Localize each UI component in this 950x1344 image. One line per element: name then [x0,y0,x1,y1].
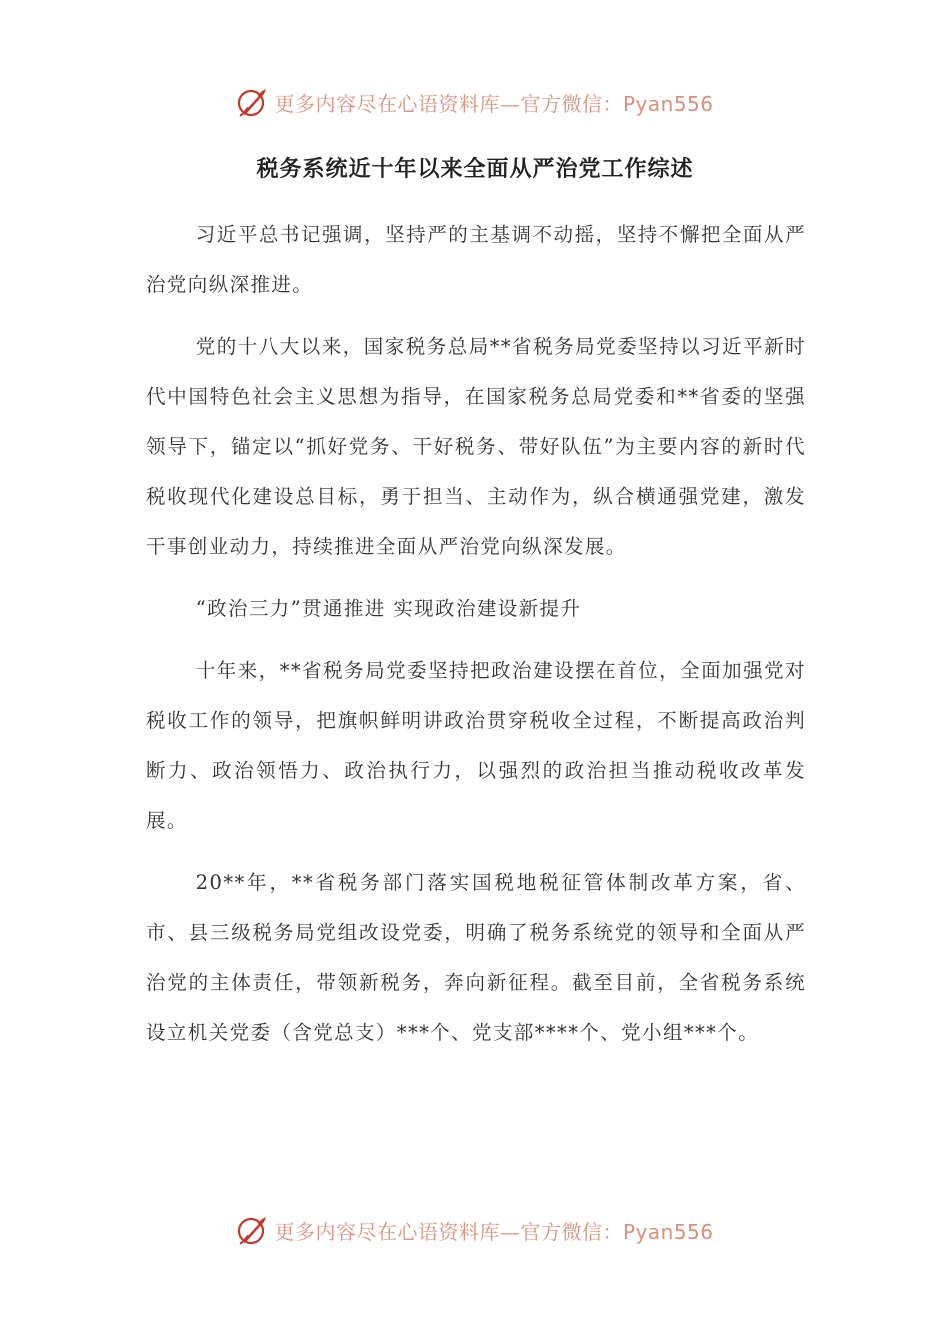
watermark-banner-top [0,82,950,122]
paragraph-overview: 党的十八大以来，国家税务总局**省税务局党委坚持以习近平新时代中国特色社会主义思想为指导，在国家税务总局党委和**省委的坚强领导下，锚定以“抓好党务、干好税务、带好队伍”为主要内容的新时代税收现代化建设总目标，勇于担当、主动作为，纵合横通强党建，激发干事创业动力，持续推进全面从严治党向纵深发展。 [146,335,806,558]
section-subheading: “政治三力”贯通推进 实现政治建设新提升 [195,597,582,620]
quill-logo-icon [236,85,270,119]
watermark-text: 更多内容尽在心语资料库—官方微信：Pyan556 [274,91,714,116]
document-body [146,210,806,1070]
paragraph-political-building: 十年来，**省税务局党委坚持把政治建设摆在首位，全面加强党对税收工作的领导，把旗帜鲜明讲政治贯穿税收全过程，不断提高政治判断力、政治领悟力、政治执行力，以强烈的政治担当推动税收改革发展。 [146,659,806,832]
wechat-id: Pyan556 [622,91,714,116]
watermark-banner-bottom [0,1210,950,1250]
document-title: 税务系统近十年以来全面从严治党工作综述 [256,157,694,182]
quill-logo-icon [236,1213,270,1247]
watermark-text: 更多内容尽在心语资料库—官方微信：Pyan556 [274,1219,714,1244]
paragraph-reform: 20**年，**省税务部门落实国税地税征管体制改革方案，省、市、县三级税务局党组改设党委，明确了税务系统党的领导和全面从严治党的主体责任，带领新税务，奔向新征程。截至目前，全省税务系统设立机关党委（含党总支）***个、党支部****个、党小组***个。 [146,871,806,1044]
wechat-id: Pyan556 [622,1219,714,1244]
paragraph-intro: 习近平总书记强调，坚持严的主基调不动摇，坚持不懈把全面从严治党向纵深推进。 [146,223,806,296]
